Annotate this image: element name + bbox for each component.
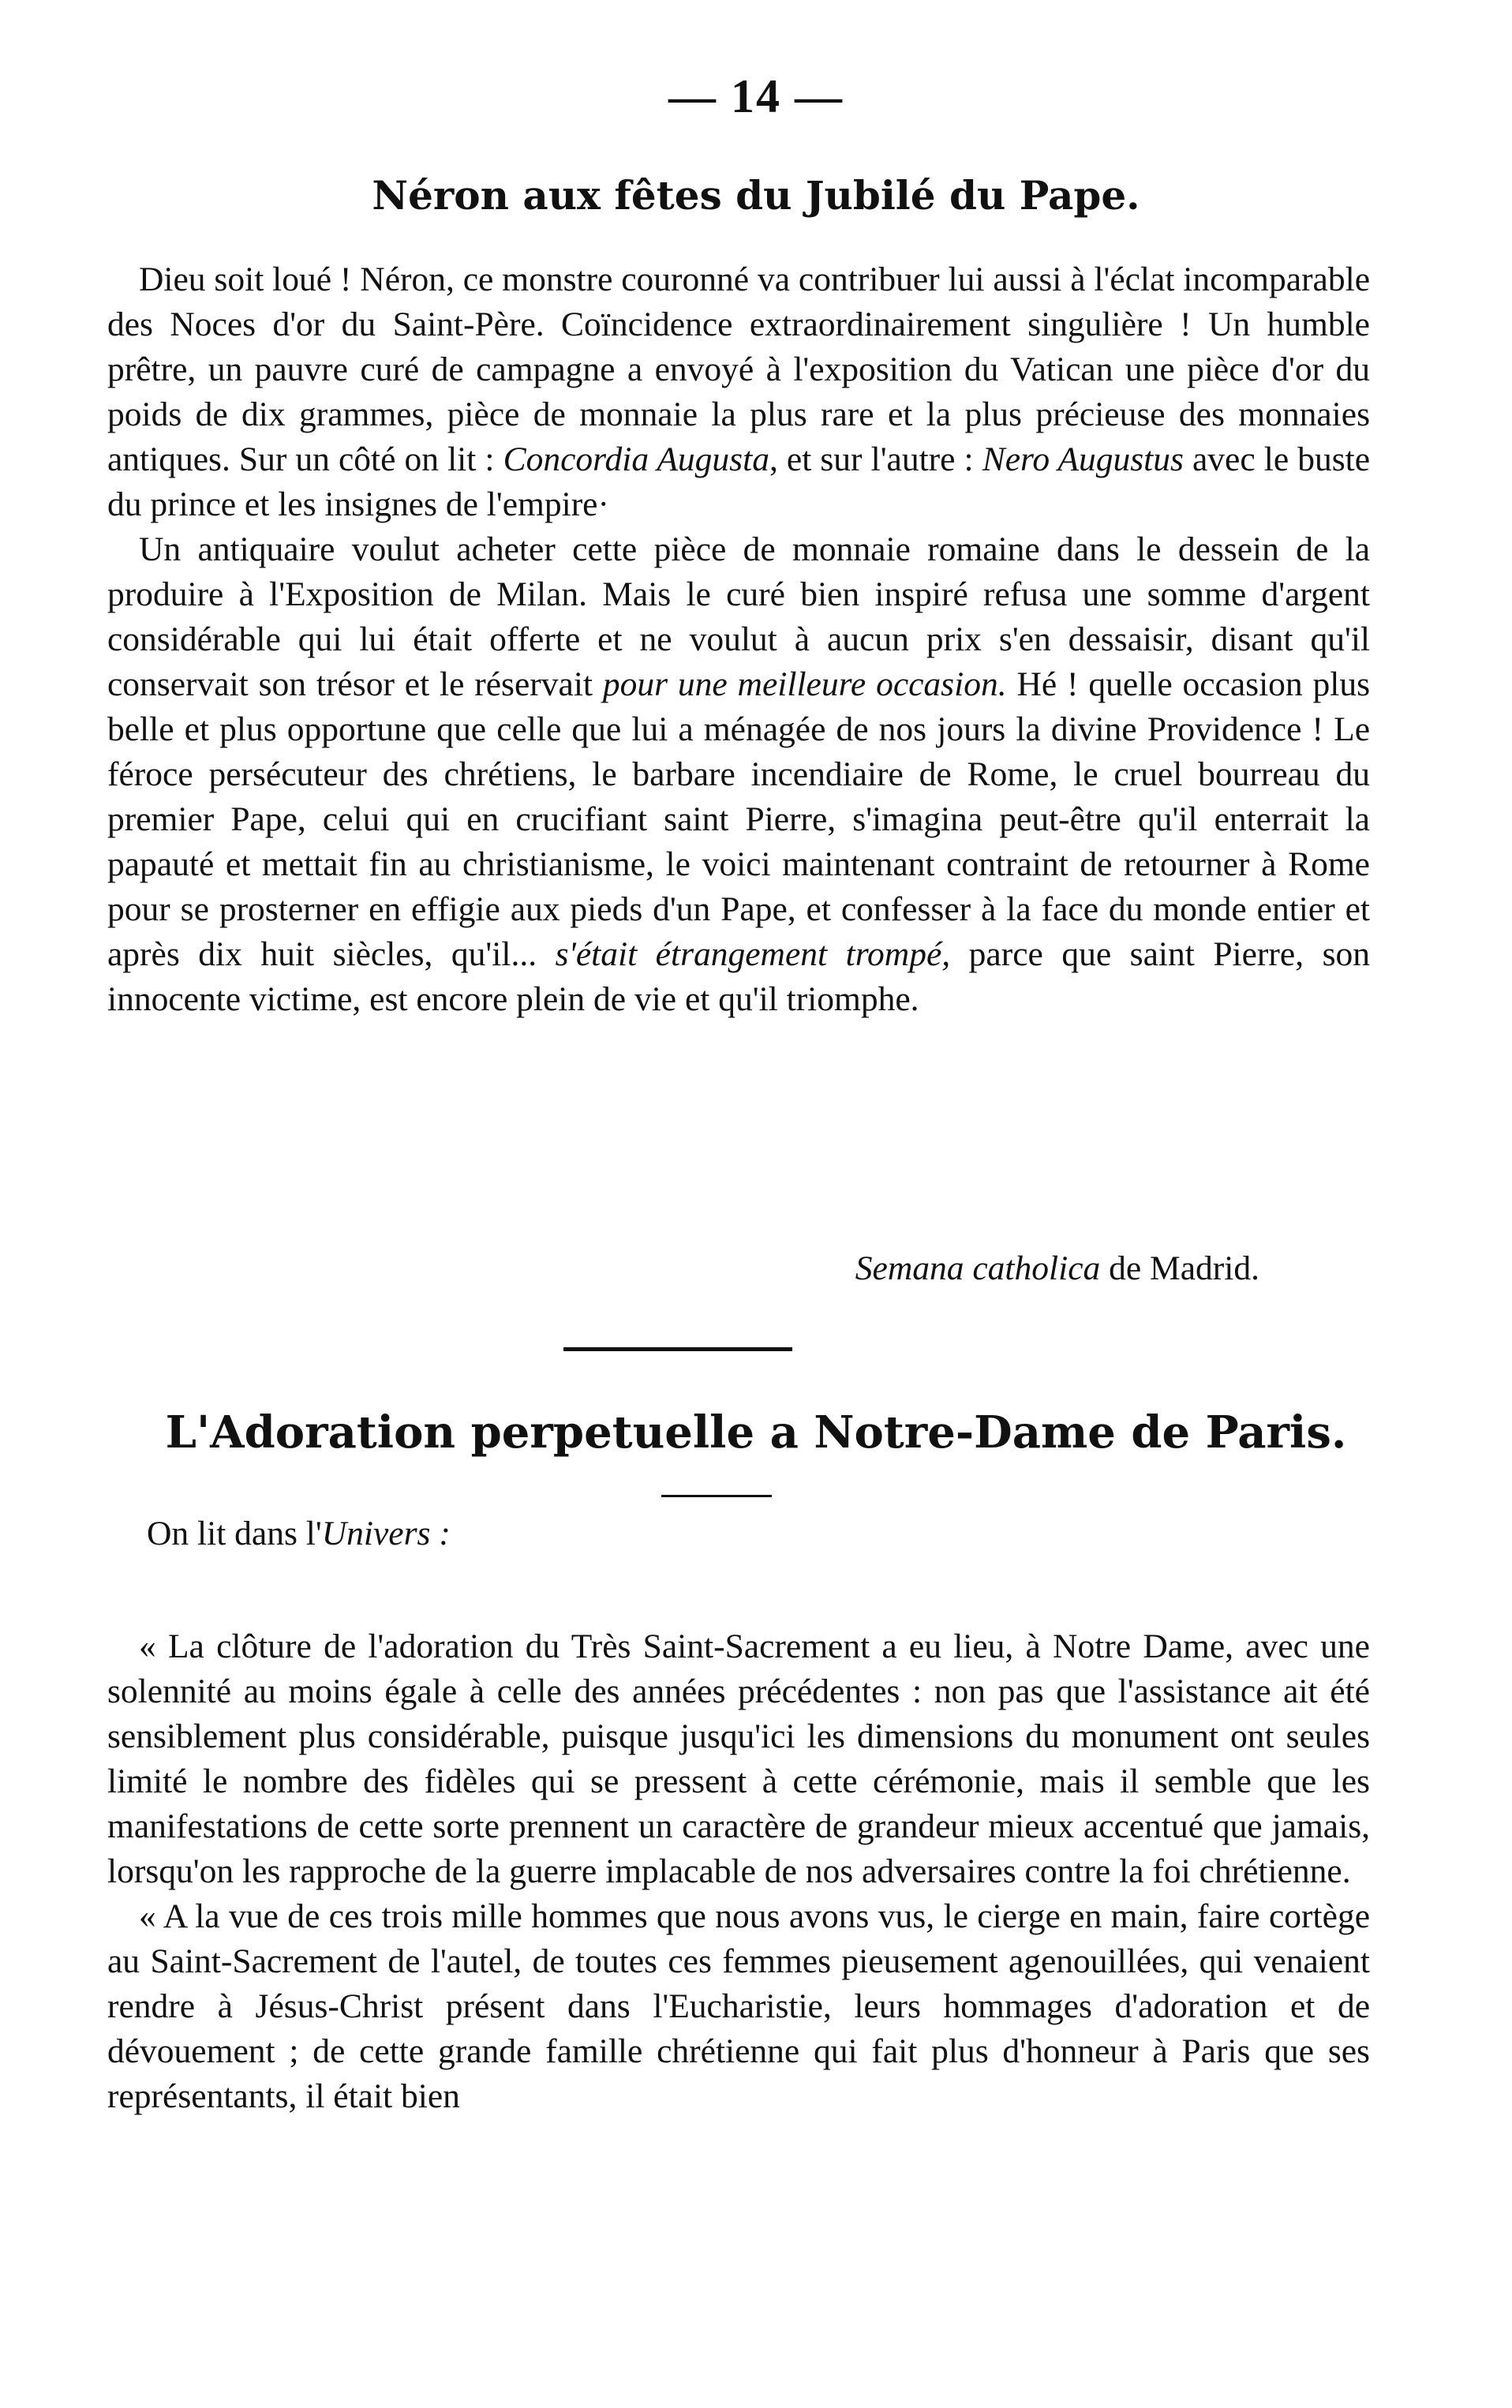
italic-inscription: Nero Augustus	[982, 440, 1184, 478]
article-title-adoration: L'Adoration perpetuelle a Notre-Dame de Paris.	[165, 1406, 1347, 1459]
intro-publication: Univers :	[321, 1515, 451, 1552]
italic-phrase: pour une meilleure occasion.	[602, 665, 1007, 703]
section-divider	[563, 1347, 792, 1351]
article-title-neron: Néron aux fêtes du Jubilé du Pape.	[372, 172, 1140, 219]
paragraph-text: avec le buste du prince et les insignes de l'empire·	[107, 440, 1371, 523]
source-publication: Semana catholica	[855, 1249, 1101, 1287]
article-body-neron	[107, 257, 1370, 1022]
italic-inscription: Concordia Augusta	[503, 440, 769, 478]
paragraph-text: Dieu soit loué ! Néron, ce monstre couronné va contribuer lui aussi à l'éclat incomparable des Noces d'or du Saint-Père. Coïncidence extraordinairement singulière ! Un humble prêtre, un pauvre curé de campagne a envoyé à l'exposition du Vatican une pièce d'or du poids de dix grammes, pièce de monnaie la plus rare et la plus précieuse des monnaies antiques. Sur un côté on lit :	[107, 260, 1371, 478]
article-source	[855, 1249, 1259, 1288]
article-intro	[147, 1514, 451, 1553]
title-underline	[661, 1495, 772, 1497]
article-body-adoration	[107, 1624, 1370, 2119]
paragraph-text: , et sur l'autre :	[769, 440, 974, 478]
source-place: de Madrid.	[1109, 1249, 1259, 1287]
paragraph-text: Hé ! quelle occasion plus belle et plus opportune que celle que lui a ménagée de nos jours la divine Providence ! Le féroce persécuteur des chrétiens, le barbare incendiaire de Rome, le cruel bourreau du premier Pape, celui qui en crucifiant saint Pierre, s'imagina peut-être qu'il enterrait la papauté et mettait fin au christianisme, le voici maintenant contraint de retourner à Rome pour se prosterner en effigie aux pieds d'un Pape, et confesser à la face du monde entier et après dix huit siècles, qu'il...	[107, 665, 1371, 973]
paragraph: « A la vue de ces trois mille hommes que nous avons vus, le cierge en main, faire cortège au Saint-Sacrement de l'autel, de toutes ces femmes pieusement agenouillées, qui venaient rendre à Jésus-Christ présent dans l'Eucharistie, leurs hommages d'adoration et de dévouement ; de cette grande famille chrétienne qui fait plus d'honneur à Paris que ses représentants, il était bien	[107, 1897, 1370, 2115]
paragraph	[107, 257, 1370, 527]
page-number: — 14 —	[668, 70, 844, 122]
paragraph: « La clôture de l'adoration du Très Saint-Sacrement a eu lieu, à Notre Dame, avec une solennité au moins égale à celle des années précédentes : non pas que l'assistance ait été sensiblement plus considérable, puisque jusqu'ici les dimensions du monument ont seules limité le nombre des fidèles qui se pressent à cette cérémonie, mais il semble que les manifestations de cette sorte prennent un caractère de grandeur mieux accentué que jamais, lorsqu'on les rapproche de la guerre implacable de nos adversaires contre la foi chrétienne.	[107, 1627, 1370, 1890]
italic-phrase: s'était étrangement trompé,	[555, 935, 951, 973]
paragraph-text: Un antiquaire voulut acheter cette pièce de monnaie romaine dans le dessein de la produire à l'Exposition de Milan. Mais le curé bien inspiré refusa une somme d'argent considérable qui lui était offerte et ne voulut à aucun prix s'en dessaisir, disant qu'il conservait son trésor et le réservait	[107, 530, 1370, 703]
intro-text: On lit dans l'	[147, 1515, 322, 1552]
paragraph-text: parce que saint Pierre, son innocente victime, est encore plein de vie et qu'il triomphe.	[107, 935, 1371, 1018]
paragraph	[107, 527, 1370, 1022]
